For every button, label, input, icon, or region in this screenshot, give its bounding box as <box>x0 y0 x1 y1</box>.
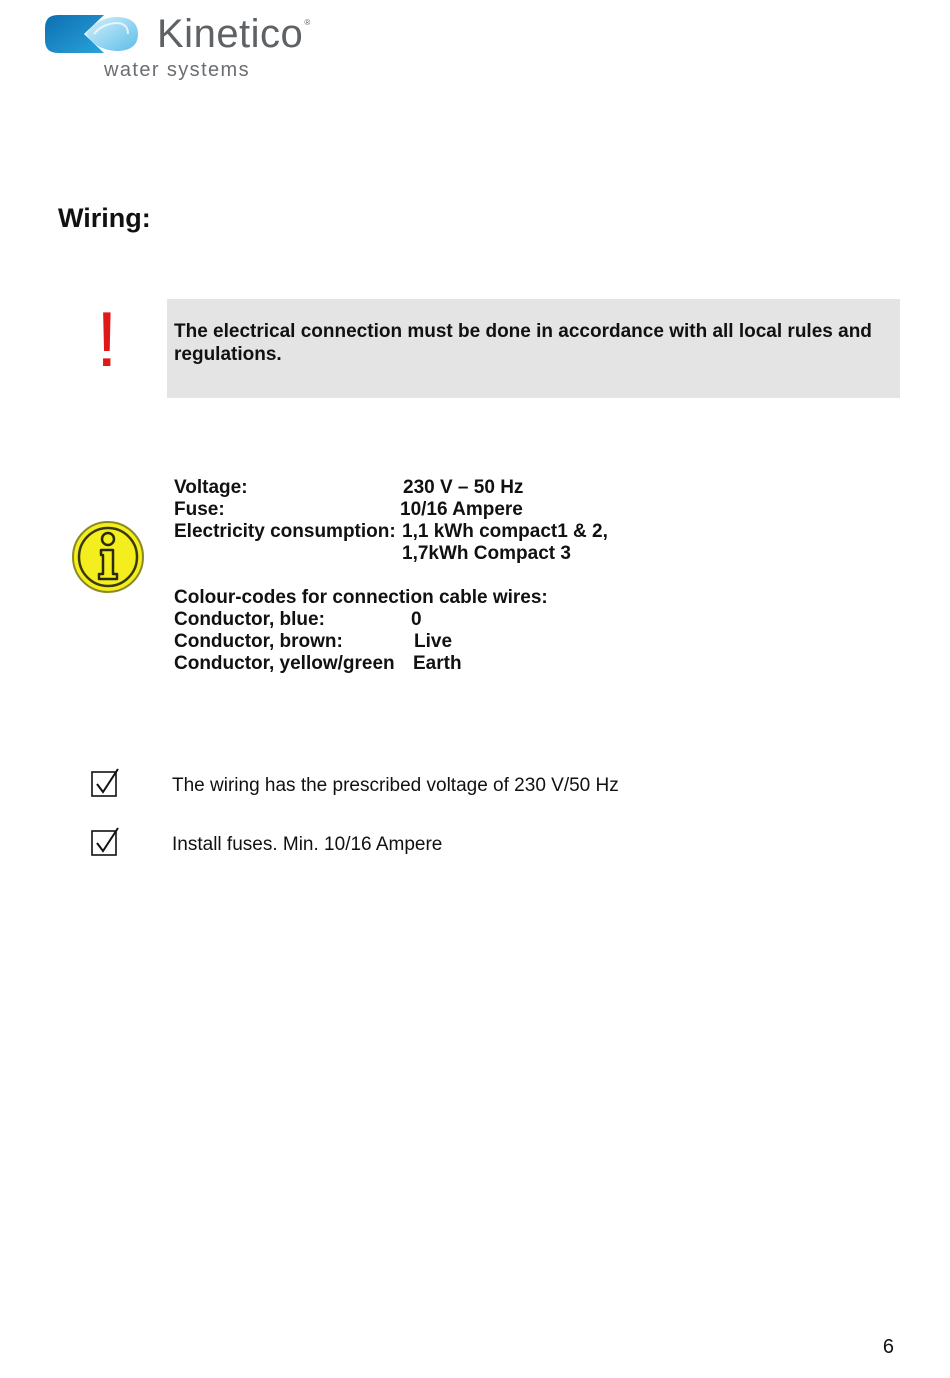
checklist-item <box>90 768 690 800</box>
colour-code-label: Conductor, brown: <box>174 631 343 652</box>
colour-code-value: 0 <box>411 609 422 630</box>
spec-label: Voltage: <box>174 477 248 498</box>
spec-label: Fuse: <box>174 499 225 520</box>
colour-code-value: Live <box>414 631 453 652</box>
colour-code-value: Earth <box>413 653 462 674</box>
kinetico-logo-mark-icon <box>44 14 140 54</box>
spec-value: 1,7kWh Compact 3 <box>402 543 571 564</box>
section-title: Wiring: <box>58 203 151 233</box>
kinetico-logo <box>44 14 344 84</box>
warning-box <box>167 299 900 398</box>
checkbox-checked-icon <box>90 827 120 857</box>
colour-code-row-yellow-green <box>174 653 674 675</box>
spec-value: 10/16 Ampere <box>400 499 523 520</box>
logo-wordmark: Kinetico® <box>157 12 311 56</box>
electrical-specs <box>174 477 674 675</box>
checklist-text: The wiring has the prescribed voltage of 230 V/50 Hz <box>172 775 619 796</box>
warning-text: The electrical connection must be done in accordance with all local rules and regulations. <box>174 321 872 365</box>
registered-mark: ® <box>304 18 311 27</box>
colour-codes-heading: Colour-codes for connection cable wires: <box>174 587 548 608</box>
spacer <box>174 565 674 587</box>
spec-label: Electricity consumption: <box>174 521 396 542</box>
info-icon <box>70 519 146 595</box>
colour-code-label: Conductor, yellow/green <box>174 653 395 674</box>
spec-row-voltage <box>174 477 674 499</box>
spec-value: 1,1 kWh compact1 & 2, <box>402 521 608 542</box>
checkbox-checked-icon <box>90 768 120 798</box>
exclamation-icon: ! <box>96 295 118 383</box>
colour-code-label: Conductor, blue: <box>174 609 325 630</box>
page-number: 6 <box>882 1336 894 1358</box>
spec-value: 230 V – 50 Hz <box>403 477 524 498</box>
checklist-text: Install fuses. Min. 10/16 Ampere <box>172 834 443 855</box>
colour-code-row-brown <box>174 631 674 653</box>
spec-row-consumption-2 <box>174 543 674 565</box>
spec-row-consumption <box>174 521 674 543</box>
logo-tagline: water systems <box>104 59 251 81</box>
colour-code-row-blue <box>174 609 674 631</box>
spec-row-fuse <box>174 499 674 521</box>
checklist-item <box>90 827 690 859</box>
